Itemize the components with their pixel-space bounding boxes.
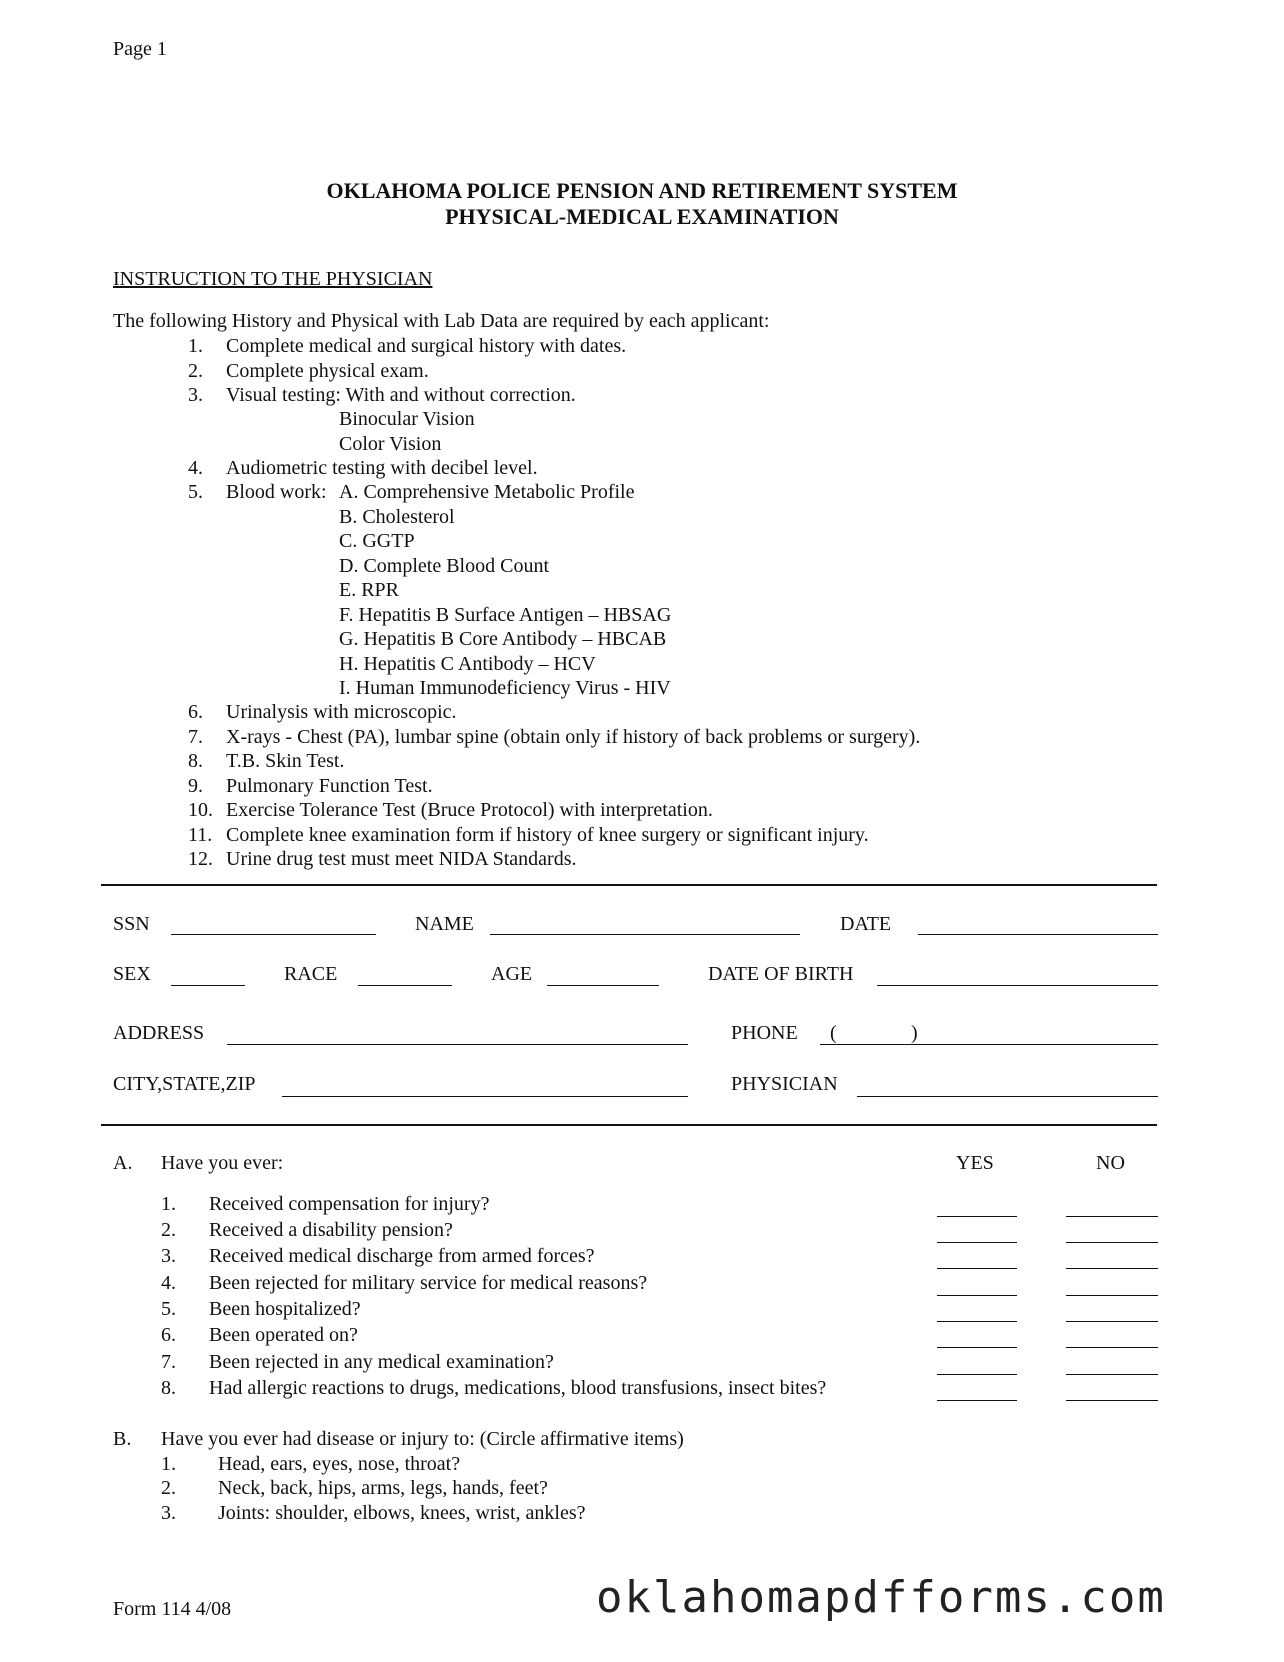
blood-test-item: G. Hepatitis B Core Antibody – HBCAB — [339, 628, 667, 650]
question-text: Been rejected for military service for medical reasons? — [209, 1272, 648, 1294]
address-label: ADDRESS — [113, 1022, 205, 1044]
form-subtitle: PHYSICAL-MEDICAL EXAMINATION — [445, 204, 839, 229]
question-number: 1. — [161, 1453, 176, 1475]
phone-field[interactable] — [820, 1044, 1158, 1045]
list-item: T.B. Skin Test. — [226, 750, 345, 772]
question-number: 2. — [161, 1477, 176, 1499]
list-item: Complete medical and surgical history with dates. — [226, 335, 627, 357]
no-column-header: NO — [1096, 1152, 1125, 1174]
question-number: 6. — [161, 1324, 176, 1346]
no-answer-field[interactable] — [1066, 1295, 1158, 1296]
watermark: oklahomapdfforms.com — [596, 1572, 1166, 1623]
yes-answer-field[interactable] — [937, 1400, 1017, 1401]
no-answer-field[interactable] — [1066, 1374, 1158, 1375]
ssn-field[interactable] — [171, 934, 376, 935]
yes-answer-field[interactable] — [937, 1242, 1017, 1243]
sex-label: SEX — [113, 963, 151, 985]
list-item-number: 10. — [188, 799, 213, 821]
list-item: Complete knee examination form if history of knee surgery or significant injury. — [226, 824, 869, 846]
list-item: Pulmonary Function Test. — [226, 775, 433, 797]
section-a-heading: Have you ever: — [161, 1152, 284, 1174]
list-item: Complete physical exam. — [226, 360, 429, 382]
question-number: 3. — [161, 1245, 176, 1267]
question-number: 4. — [161, 1272, 176, 1294]
question-text: Been hospitalized? — [209, 1298, 361, 1320]
yes-column-header: YES — [956, 1152, 994, 1174]
list-item: Exercise Tolerance Test (Bruce Protocol) with interpretation. — [226, 799, 713, 821]
yes-answer-field[interactable] — [937, 1347, 1017, 1348]
no-answer-field[interactable] — [1066, 1242, 1158, 1243]
blood-test-item: F. Hepatitis B Surface Antigen – HBSAG — [339, 604, 672, 626]
question-number: 1. — [161, 1193, 176, 1215]
page-label: Page 1 — [113, 38, 167, 60]
no-answer-field[interactable] — [1066, 1347, 1158, 1348]
list-item: Urinalysis with microscopic. — [226, 701, 457, 723]
blood-test-item: B. Cholesterol — [339, 506, 455, 528]
divider — [101, 884, 1157, 886]
question-text[interactable]: Joints: shoulder, elbows, knees, wrist, ankles? — [218, 1502, 586, 1524]
list-item: Visual testing: With and without correction. — [226, 384, 576, 406]
instruction-heading: INSTRUCTION TO THE PHYSICIAN — [113, 268, 433, 290]
no-answer-field[interactable] — [1066, 1400, 1158, 1401]
divider — [101, 1124, 1157, 1126]
list-item-number: 12. — [188, 848, 213, 870]
list-item-number: 5. — [188, 481, 203, 503]
blood-test-item: E. RPR — [339, 579, 400, 601]
list-item: Audiometric testing with decibel level. — [226, 457, 538, 479]
question-text: Been rejected in any medical examination? — [209, 1351, 554, 1373]
blood-test-item: D. Complete Blood Count — [339, 555, 549, 577]
date-label: DATE — [840, 913, 892, 935]
blood-test-item: A. Comprehensive Metabolic Profile — [339, 481, 635, 503]
physician-label: PHYSICIAN — [731, 1073, 838, 1095]
instruction-intro: The following History and Physical with Lab Data are required by each applicant: — [113, 310, 770, 332]
question-text: Been operated on? — [209, 1324, 358, 1346]
yes-answer-field[interactable] — [937, 1321, 1017, 1322]
list-item-number: 3. — [188, 384, 203, 406]
list-item-number: 7. — [188, 726, 203, 748]
no-answer-field[interactable] — [1066, 1216, 1158, 1217]
phone-label: PHONE — [731, 1022, 798, 1044]
question-text: Received medical discharge from armed forces? — [209, 1245, 595, 1267]
list-item-number: 9. — [188, 775, 203, 797]
section-a-letter: A. — [113, 1152, 133, 1174]
section-b-letter: B. — [113, 1428, 132, 1450]
dob-label: DATE OF BIRTH — [708, 963, 854, 985]
no-answer-field[interactable] — [1066, 1268, 1158, 1269]
blood-test-item: C. GGTP — [339, 530, 415, 552]
address-field[interactable] — [227, 1044, 688, 1045]
race-label: RACE — [284, 963, 338, 985]
physician-field[interactable] — [857, 1096, 1158, 1097]
list-item-number: 6. — [188, 701, 203, 723]
yes-answer-field[interactable] — [937, 1295, 1017, 1296]
question-number: 5. — [161, 1298, 176, 1320]
name-field[interactable] — [490, 934, 800, 935]
phone-area-close: ) — [911, 1022, 918, 1044]
blood-test-item: I. Human Immunodeficiency Virus - HIV — [339, 677, 671, 699]
list-item-number: 2. — [188, 360, 203, 382]
question-text[interactable]: Neck, back, hips, arms, legs, hands, feet? — [218, 1477, 548, 1499]
phone-area-open: ( — [830, 1022, 837, 1044]
ssn-label: SSN — [113, 913, 150, 935]
yes-answer-field[interactable] — [937, 1268, 1017, 1269]
question-number: 7. — [161, 1351, 176, 1373]
yes-answer-field[interactable] — [937, 1374, 1017, 1375]
list-item-number: 8. — [188, 750, 203, 772]
list-item: X-rays - Chest (PA), lumbar spine (obtain only if history of back problems or surgery). — [226, 726, 921, 748]
form-number: Form 114 4/08 — [113, 1598, 232, 1620]
dob-field[interactable] — [877, 985, 1158, 986]
list-subitem: Binocular Vision — [339, 408, 475, 430]
name-label: NAME — [415, 913, 474, 935]
blood-test-item: H. Hepatitis C Antibody – HCV — [339, 653, 596, 675]
date-field[interactable] — [918, 934, 1158, 935]
city-state-zip-field[interactable] — [282, 1096, 688, 1097]
question-number: 8. — [161, 1377, 176, 1399]
question-text: Had allergic reactions to drugs, medications, blood transfusions, insect bites? — [209, 1377, 827, 1399]
no-answer-field[interactable] — [1066, 1321, 1158, 1322]
yes-answer-field[interactable] — [937, 1216, 1017, 1217]
question-text: Received compensation for injury? — [209, 1193, 490, 1215]
list-subitem: Color Vision — [339, 433, 442, 455]
age-label: AGE — [491, 963, 533, 985]
age-field[interactable] — [547, 985, 659, 986]
city-state-zip-label: CITY,STATE,ZIP — [113, 1073, 256, 1095]
list-item: Urine drug test must meet NIDA Standards. — [226, 848, 577, 870]
list-item-number: 1. — [188, 335, 203, 357]
question-text: Received a disability pension? — [209, 1219, 453, 1241]
question-text[interactable]: Head, ears, eyes, nose, throat? — [218, 1453, 461, 1475]
list-item-number: 4. — [188, 457, 203, 479]
form-title: OKLAHOMA POLICE PENSION AND RETIREMENT SYSTEM — [326, 178, 958, 203]
race-field[interactable] — [358, 985, 452, 986]
list-item-number: 11. — [188, 824, 213, 846]
question-number: 2. — [161, 1219, 176, 1241]
list-item: Blood work: — [226, 481, 327, 503]
section-b-heading: Have you ever had disease or injury to: (Circle affirmative items) — [161, 1428, 684, 1450]
question-number: 3. — [161, 1502, 176, 1524]
sex-field[interactable] — [171, 985, 245, 986]
